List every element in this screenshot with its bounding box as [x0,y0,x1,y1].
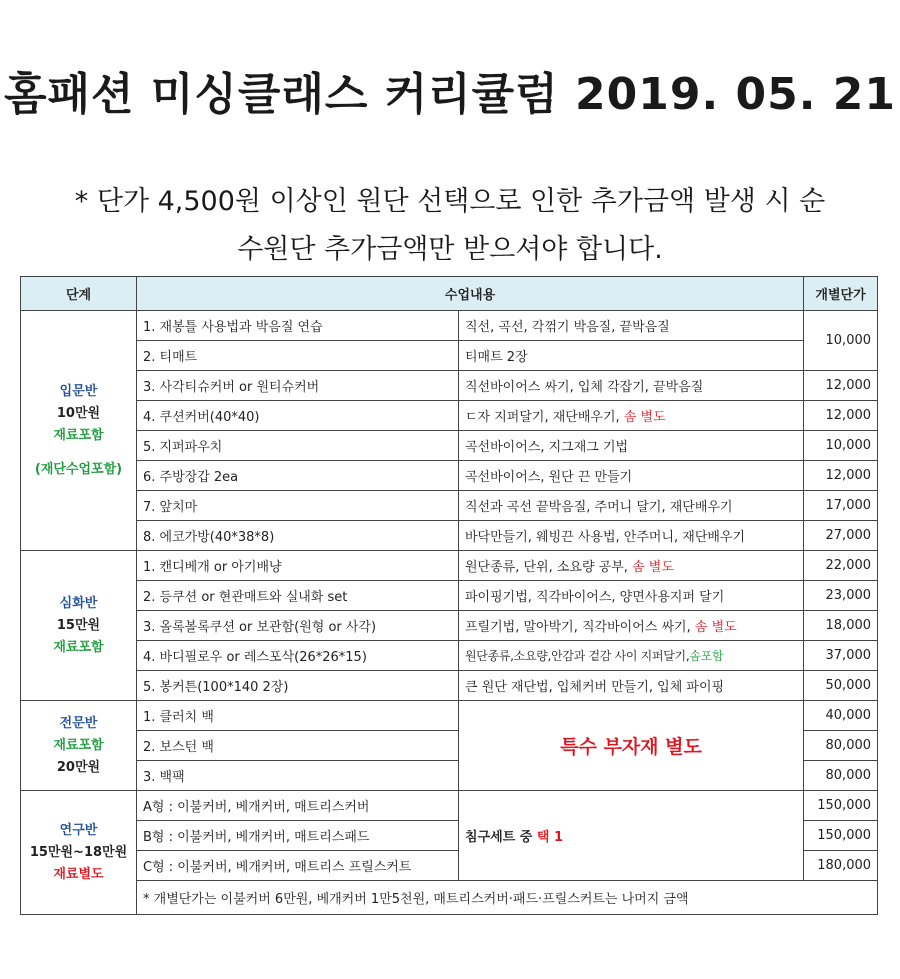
price-cell: 80,000 [804,761,878,791]
table-row [21,641,878,671]
item-cell: 2. 등쿠션 or 현관매트와 실내화 set [137,581,459,611]
stage-fee: 10만원 [56,405,101,421]
stage-name: 심화반 [59,595,98,611]
special-materials-note: 특수 부자재 별도 [459,701,804,791]
price-cell: 18,000 [804,611,878,641]
detail-cell: 직선, 곡선, 각꺾기 박음질, 끝박음질 [459,311,804,341]
item-cell: 2. 티매트 [137,341,459,371]
stage-cell-advanced [21,551,137,701]
item-cell: B형 : 이불커버, 베개커버, 매트리스패드 [137,821,459,851]
stage-cell-research [21,791,137,915]
price-cell: 180,000 [804,851,878,881]
stage-material: 재료포함 [53,427,104,443]
price-cell: 40,000 [804,701,878,731]
price-cell: 10,000 [804,431,878,461]
stage-extra: (재단수업포함) [34,461,123,477]
detail-cell: 큰 원단 재단법, 입체커버 만들기, 입체 파이핑 [459,671,804,701]
choice-highlight: 택 1 [536,830,563,845]
item-cell: 3. 사각티슈커버 or 원티슈커버 [137,371,459,401]
choice-text: 침구세트 중 [465,830,533,845]
stage-material: 재료별도 [53,866,104,882]
table-row [21,431,878,461]
page-title: 홈패션 미싱클래스 커리큘럼 2019. 05. 21 [4,69,896,120]
table-row [21,611,878,641]
detail-cell [459,611,804,641]
item-cell: 3. 올록볼록쿠션 or 보관함(원형 or 사각) [137,611,459,641]
table-row [21,401,878,431]
detail-cell: 직선바이어스 싸기, 입체 각잡기, 끝박음질 [459,371,804,401]
detail-highlight: 솜 별도 [632,560,674,575]
detail-highlight: 솜포함 [689,649,724,663]
item-cell: 3. 백팩 [137,761,459,791]
table-row [21,581,878,611]
price-breakdown-note: * 개별단가는 이불커버 6만원, 베개커버 1만5천원, 매트리스커버·패드·프릴스커트는 나머지 금액 [137,881,878,915]
price-cell: 23,000 [804,581,878,611]
stage-cell-expert [21,701,137,791]
item-cell: C형 : 이불커버, 베개커버, 매트리스 프릴스커트 [137,851,459,881]
price-cell: 12,000 [804,461,878,491]
stage-name: 입문반 [59,383,98,399]
item-cell: A형 : 이불커버, 베개커버, 매트리스커버 [137,791,459,821]
price-cell: 80,000 [804,731,878,761]
table-row [21,701,878,731]
price-cell: 37,000 [804,641,878,671]
detail-text: 원단종류, 단위, 소요량 공부, [465,560,628,575]
table-row [21,551,878,581]
item-cell: 6. 주방장갑 2ea [137,461,459,491]
detail-cell: 티매트 2장 [459,341,804,371]
price-cell: 22,000 [804,551,878,581]
table-row [21,341,878,371]
price-cell: 27,000 [804,521,878,551]
item-cell: 4. 바디필로우 or 레스포삭(26*26*15) [137,641,459,671]
price-cell: 12,000 [804,371,878,401]
stage-fee: 15만원~18만원 [29,844,128,860]
table-row [21,461,878,491]
header-price: 개별단가 [804,277,878,311]
item-cell: 5. 봉커튼(100*140 2장) [137,671,459,701]
item-cell: 4. 쿠션커버(40*40) [137,401,459,431]
table-row [21,521,878,551]
table-row [21,311,878,341]
curriculum-table [20,276,878,915]
stage-fee: 15만원 [56,617,101,633]
detail-text: 원단종류,소요량,안감과 겉감 사이 지퍼달기, [465,649,690,663]
price-cell: 17,000 [804,491,878,521]
price-cell: 50,000 [804,671,878,701]
item-cell: 2. 보스턴 백 [137,731,459,761]
item-cell: 5. 지퍼파우치 [137,431,459,461]
detail-cell: 바닥만들기, 웨빙끈 사용법, 안주머니, 재단배우기 [459,521,804,551]
item-cell: 1. 재봉틀 사용법과 박음질 연습 [137,311,459,341]
detail-cell: 직선과 곡선 끝박음질, 주머니 달기, 재단배우기 [459,491,804,521]
detail-highlight: 솜 별도 [623,410,666,425]
table-row [21,881,878,915]
stage-material: 재료포함 [53,737,104,753]
stage-name: 전문반 [59,715,98,731]
detail-text: ㄷ자 지퍼달기, 재단배우기, [465,410,620,425]
detail-highlight: 솜 별도 [694,620,737,635]
detail-cell: 파이핑기법, 직각바이어스, 양면사용지퍼 달기 [459,581,804,611]
item-cell: 1. 클러치 백 [137,701,459,731]
detail-text: 프릴기법, 말아박기, 직각바이어스 싸기, [465,620,691,635]
stage-cell-beginner [21,311,137,551]
item-cell: 7. 앞치마 [137,491,459,521]
stage-fee: 20만원 [56,759,101,775]
detail-cell [459,401,804,431]
table-row [21,791,878,821]
stage-material: 재료포함 [53,639,104,655]
detail-cell [459,551,804,581]
table-row [21,491,878,521]
notice-line-2: 수원단 추가금액만 받으셔야 합니다. [237,234,663,265]
detail-cell: 곡선바이어스, 원단 끈 만들기 [459,461,804,491]
price-cell: 10,000 [804,311,878,371]
table-row [21,671,878,701]
table-header-row [21,277,878,311]
notice-line-1: * 단가 4,500원 이상인 원단 선택으로 인한 추가금액 발생 시 순 [74,186,826,217]
stage-name: 연구반 [59,822,98,838]
price-cell: 12,000 [804,401,878,431]
table-row [21,371,878,401]
bedding-choice-cell [459,791,804,881]
detail-cell [459,641,804,671]
header-stage: 단계 [21,277,137,311]
item-cell: 1. 캔디베개 or 아기배냥 [137,551,459,581]
header-content: 수업내용 [137,277,804,311]
item-cell: 8. 에코가방(40*38*8) [137,521,459,551]
price-cell: 150,000 [804,821,878,851]
price-notice [30,178,870,274]
detail-cell: 곡선바이어스, 지그재그 기법 [459,431,804,461]
price-cell: 150,000 [804,791,878,821]
